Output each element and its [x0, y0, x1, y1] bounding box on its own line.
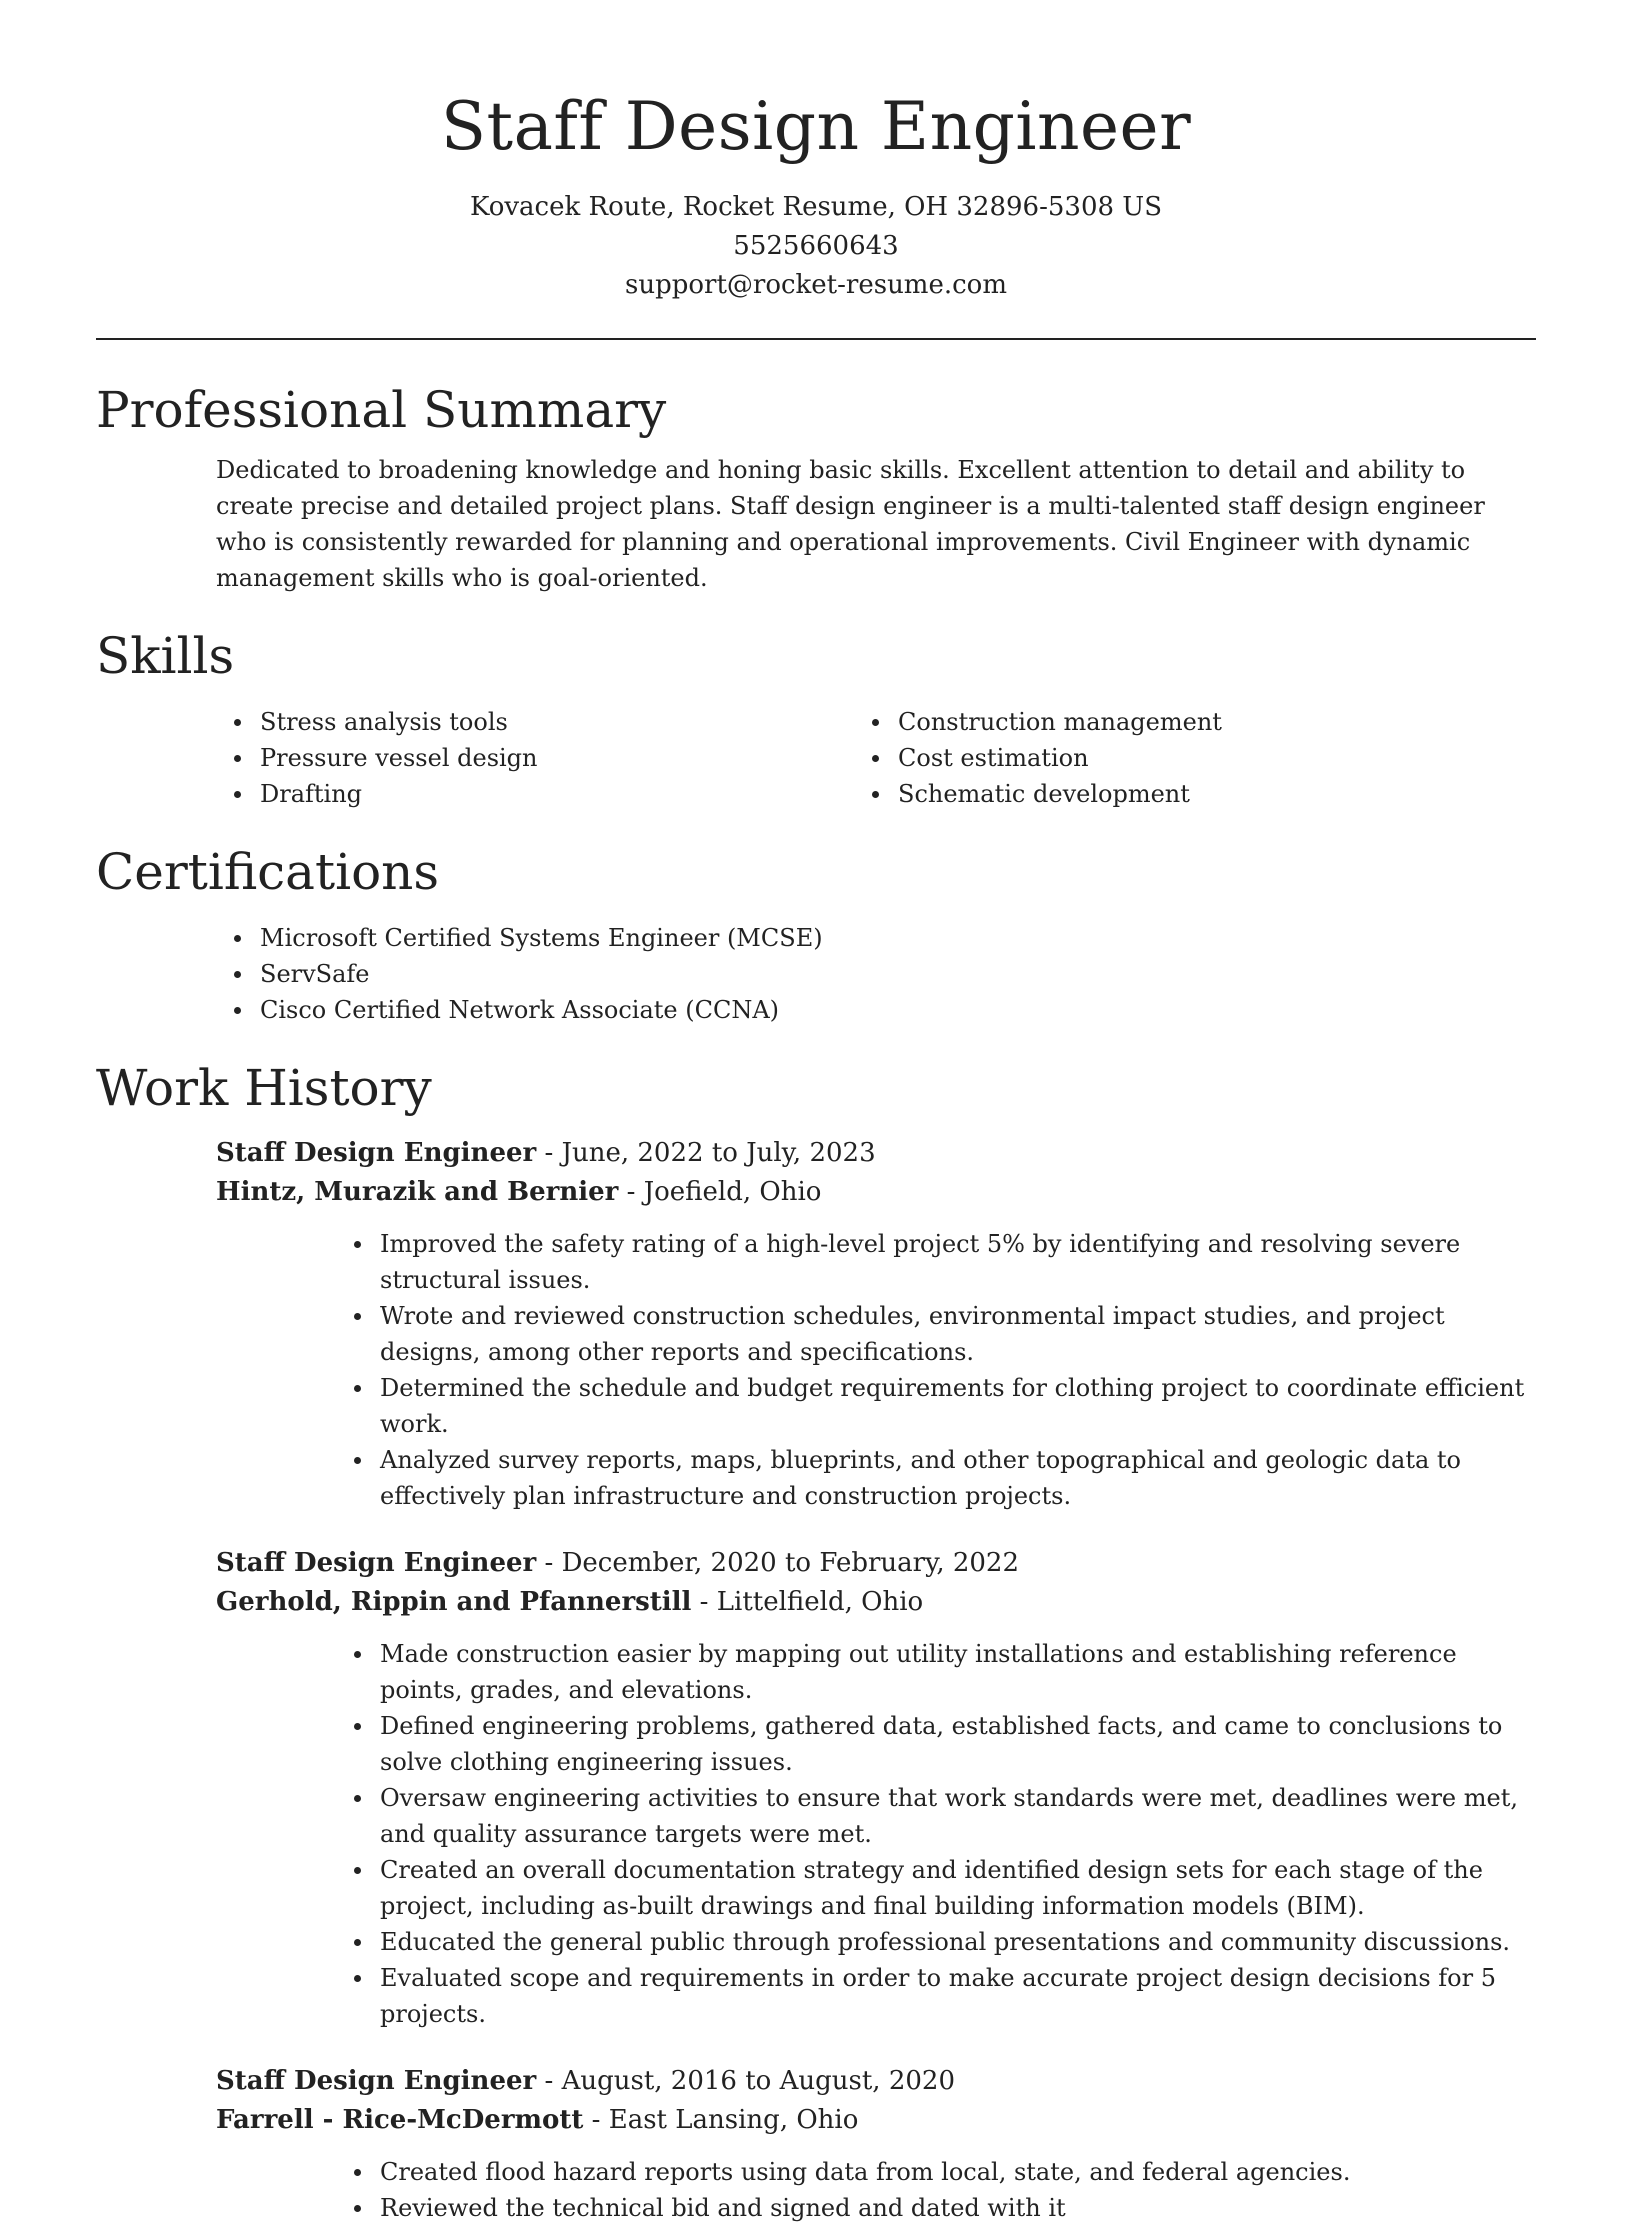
job-bullet: Defined engineering problems, gathered data, established facts, and came to conclusions to solve clothing engineering issues.	[380, 1708, 1536, 1780]
job-entry	[216, 1134, 1536, 1514]
candidate-name: Staff Design Engineer	[440, 88, 1192, 165]
job-bullet: Analyzed survey reports, maps, blueprints, and other topographical and geologic data to effectively plan infrastructure and construction projects.	[380, 1442, 1536, 1514]
job-entry	[216, 2062, 1536, 2226]
job-bullet: Created flood hazard reports using data from local, state, and federal agencies.	[380, 2154, 1536, 2190]
job-title-line: Staff Design Engineer - June, 2022 to July, 2023	[216, 1138, 876, 1168]
certification-item: Cisco Certified Network Associate (CCNA)	[260, 992, 1536, 1028]
certification-item: ServSafe	[260, 956, 1536, 992]
job-bullets	[380, 1226, 1536, 1514]
skill-item: Cost estimation	[898, 740, 1536, 776]
job-title-line: Staff Design Engineer - December, 2020 to February, 2022	[216, 1548, 1020, 1578]
job-entry	[216, 1544, 1536, 2032]
job-company: Farrell - Rice-McDermott	[216, 2105, 584, 2135]
summary-heading: Professional Summary	[96, 381, 667, 439]
skills-column-1	[260, 704, 898, 812]
job-company: Hintz, Murazik and Bernier	[216, 1177, 619, 1207]
work-history-heading: Work History	[96, 1059, 432, 1117]
job-location: East Lansing, Ohio	[608, 2105, 859, 2135]
certification-item: Microsoft Certified Systems Engineer (MCSE)	[260, 920, 1536, 956]
job-bullets	[380, 2154, 1536, 2226]
job-dates: June, 2022 to July, 2023	[561, 1138, 876, 1168]
email: support@rocket-resume.com	[624, 270, 1007, 300]
phone: 5525660643	[733, 231, 899, 261]
header-divider	[96, 338, 1536, 340]
skills-column-2	[898, 704, 1536, 812]
job-dates: December, 2020 to February, 2022	[561, 1548, 1020, 1578]
skills-grid	[96, 704, 1536, 812]
contact-info	[96, 188, 1536, 305]
job-company-line: Farrell - Rice-McDermott - East Lansing, Ohio	[216, 2105, 859, 2135]
job-company-line: Hintz, Murazik and Bernier - Joefield, Ohio	[216, 1177, 822, 1207]
skill-item: Pressure vessel design	[260, 740, 898, 776]
skill-item: Schematic development	[898, 776, 1536, 812]
job-bullet: Improved the safety rating of a high-level project 5% by identifying and resolving severe structural issues.	[380, 1226, 1536, 1298]
skills-section	[96, 624, 1536, 812]
job-role: Staff Design Engineer	[216, 2066, 537, 2096]
job-bullet: Reviewed the technical bid and signed and dated with it	[380, 2190, 1536, 2226]
certifications-heading: Certifications	[96, 843, 440, 901]
certifications-section	[96, 840, 1536, 1028]
work-history-section	[96, 1056, 1536, 2226]
job-location: Littelfield, Ohio	[716, 1587, 924, 1617]
job-company-line: Gerhold, Rippin and Pfannerstill - Littelfield, Ohio	[216, 1587, 924, 1617]
skill-item: Construction management	[898, 704, 1536, 740]
job-role: Staff Design Engineer	[216, 1548, 537, 1578]
skill-item: Stress analysis tools	[260, 704, 898, 740]
certifications-list	[260, 920, 1536, 1028]
job-bullet: Determined the schedule and budget requirements for clothing project to coordinate efficient work.	[380, 1370, 1536, 1442]
address: Kovacek Route, Rocket Resume, OH 32896-5308 US	[469, 192, 1163, 222]
skills-heading: Skills	[96, 627, 235, 685]
skill-item: Drafting	[260, 776, 898, 812]
job-bullet: Created an overall documentation strategy and identified design sets for each stage of the project, including as-built drawings and final building information models (BIM).	[380, 1852, 1536, 1924]
resume-header	[96, 0, 1536, 305]
job-bullet: Wrote and reviewed construction schedules, environmental impact studies, and project designs, among other reports and specifications.	[380, 1298, 1536, 1370]
summary-text: Dedicated to broadening knowledge and honing basic skills. Excellent attention to detail and ability to create precise and detailed project plans. Staff design engineer is a multi-talented staff design engineer who is consistently rewarded for planning and operational improvements. Civil Engineer with dynamic management skills who is goal-oriented.	[216, 456, 1485, 592]
job-dates: August, 2016 to August, 2020	[561, 2066, 955, 2096]
job-bullet: Evaluated scope and requirements in order to make accurate project design decisions for 5 projects.	[380, 1960, 1536, 2032]
job-title-line: Staff Design Engineer - August, 2016 to August, 2020	[216, 2066, 955, 2096]
job-company: Gerhold, Rippin and Pfannerstill	[216, 1587, 692, 1617]
job-bullets	[380, 1636, 1536, 2032]
job-location: Joefield, Ohio	[643, 1177, 822, 1207]
job-bullet: Oversaw engineering activities to ensure that work standards were met, deadlines were met, and quality assurance targets were met.	[380, 1780, 1536, 1852]
job-bullet: Made construction easier by mapping out utility installations and establishing reference points, grades, and elevations.	[380, 1636, 1536, 1708]
summary-section	[96, 378, 1536, 596]
job-bullet: Educated the general public through professional presentations and community discussions.	[380, 1924, 1536, 1960]
job-role: Staff Design Engineer	[216, 1138, 537, 1168]
